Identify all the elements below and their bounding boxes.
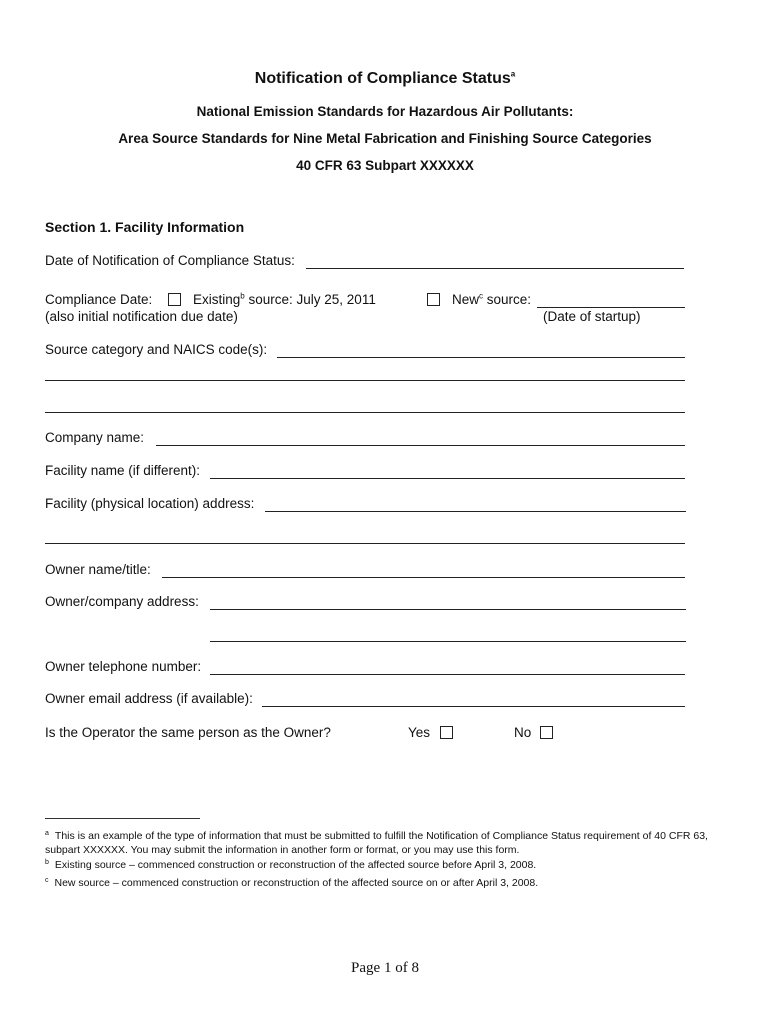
compliance-note: (also initial notification due date) — [45, 309, 238, 324]
facility-address-field-line-2[interactable] — [45, 543, 685, 544]
new-source-date-field[interactable] — [537, 307, 685, 308]
no-label: No — [514, 725, 532, 740]
source-category-field-line-3[interactable] — [45, 412, 685, 413]
existing-source-checkbox[interactable] — [168, 293, 181, 306]
date-notification-label: Date of Notification of Compliance Status: — [45, 253, 295, 268]
owner-address-field-line-2[interactable] — [210, 641, 686, 642]
existing-source-label: Existing$^b$ source: July 25, 2011 — [193, 291, 376, 307]
subtitle-1: National Emission Standards for Hazardous Air Pollutants: — [196, 104, 574, 119]
footnote-b: $^b$ Existing source – commenced construction or reconstruction of the affected source before April 3, 2008. — [45, 858, 537, 871]
page-number: Page 1 of 8 — [351, 960, 419, 976]
facility-name-field[interactable] — [210, 478, 685, 479]
facility-address-field[interactable] — [265, 511, 686, 512]
footnote-a: $^a$ This is an example of the type of information that must be submitted to fulfill the Notification of Compliance Status requirement of 40 CFR 63, subpart XXXXXX. You may submit the information in another form or format, or you may use this form. — [45, 829, 708, 856]
yes-checkbox[interactable] — [440, 726, 453, 739]
no-checkbox[interactable] — [540, 726, 553, 739]
owner-phone-label: Owner telephone number: — [45, 659, 202, 674]
footnote-divider — [45, 818, 200, 819]
subtitle-2: Area Source Standards for Nine Metal Fabrication and Finishing Source Categories — [118, 131, 652, 146]
section-heading: Section 1. Facility Information — [45, 219, 245, 235]
yes-label: Yes — [408, 725, 431, 740]
facility-address-label: Facility (physical location) address: — [45, 496, 255, 511]
subtitle-3: 40 CFR 63 Subpart XXXXXX — [296, 158, 474, 173]
new-source-checkbox[interactable] — [427, 293, 440, 306]
owner-name-label: Owner name/title: — [45, 562, 151, 577]
operator-question: Is the Operator the same person as the Owner? — [45, 725, 331, 740]
owner-name-field[interactable] — [162, 577, 685, 578]
compliance-date-label: Compliance Date: — [45, 292, 153, 307]
new-source-label: New$^c$ source: — [452, 291, 532, 307]
owner-phone-field[interactable] — [210, 674, 685, 675]
title-footnote-mark: a — [510, 69, 516, 79]
source-category-label: Source category and NAICS code(s): — [45, 342, 268, 357]
owner-address-label: Owner/company address: — [45, 594, 199, 609]
date-notification-field[interactable] — [306, 268, 684, 269]
company-name-field[interactable] — [156, 445, 685, 446]
source-category-field[interactable] — [277, 357, 685, 358]
owner-email-label: Owner email address (if available): — [45, 691, 253, 706]
facility-name-label: Facility name (if different): — [45, 463, 201, 478]
owner-address-field[interactable] — [210, 609, 686, 610]
footnote-c: $^c$ New source – commenced construction or reconstruction of the affected source on or after April 3, 2008. — [45, 876, 539, 889]
company-name-label: Company name: — [45, 430, 145, 445]
document-title: Notification of Compliance Status$^a$ — [254, 69, 516, 87]
owner-email-field[interactable] — [262, 706, 685, 707]
startup-note: (Date of startup) — [543, 309, 641, 324]
source-category-field-line-2[interactable] — [45, 380, 685, 381]
